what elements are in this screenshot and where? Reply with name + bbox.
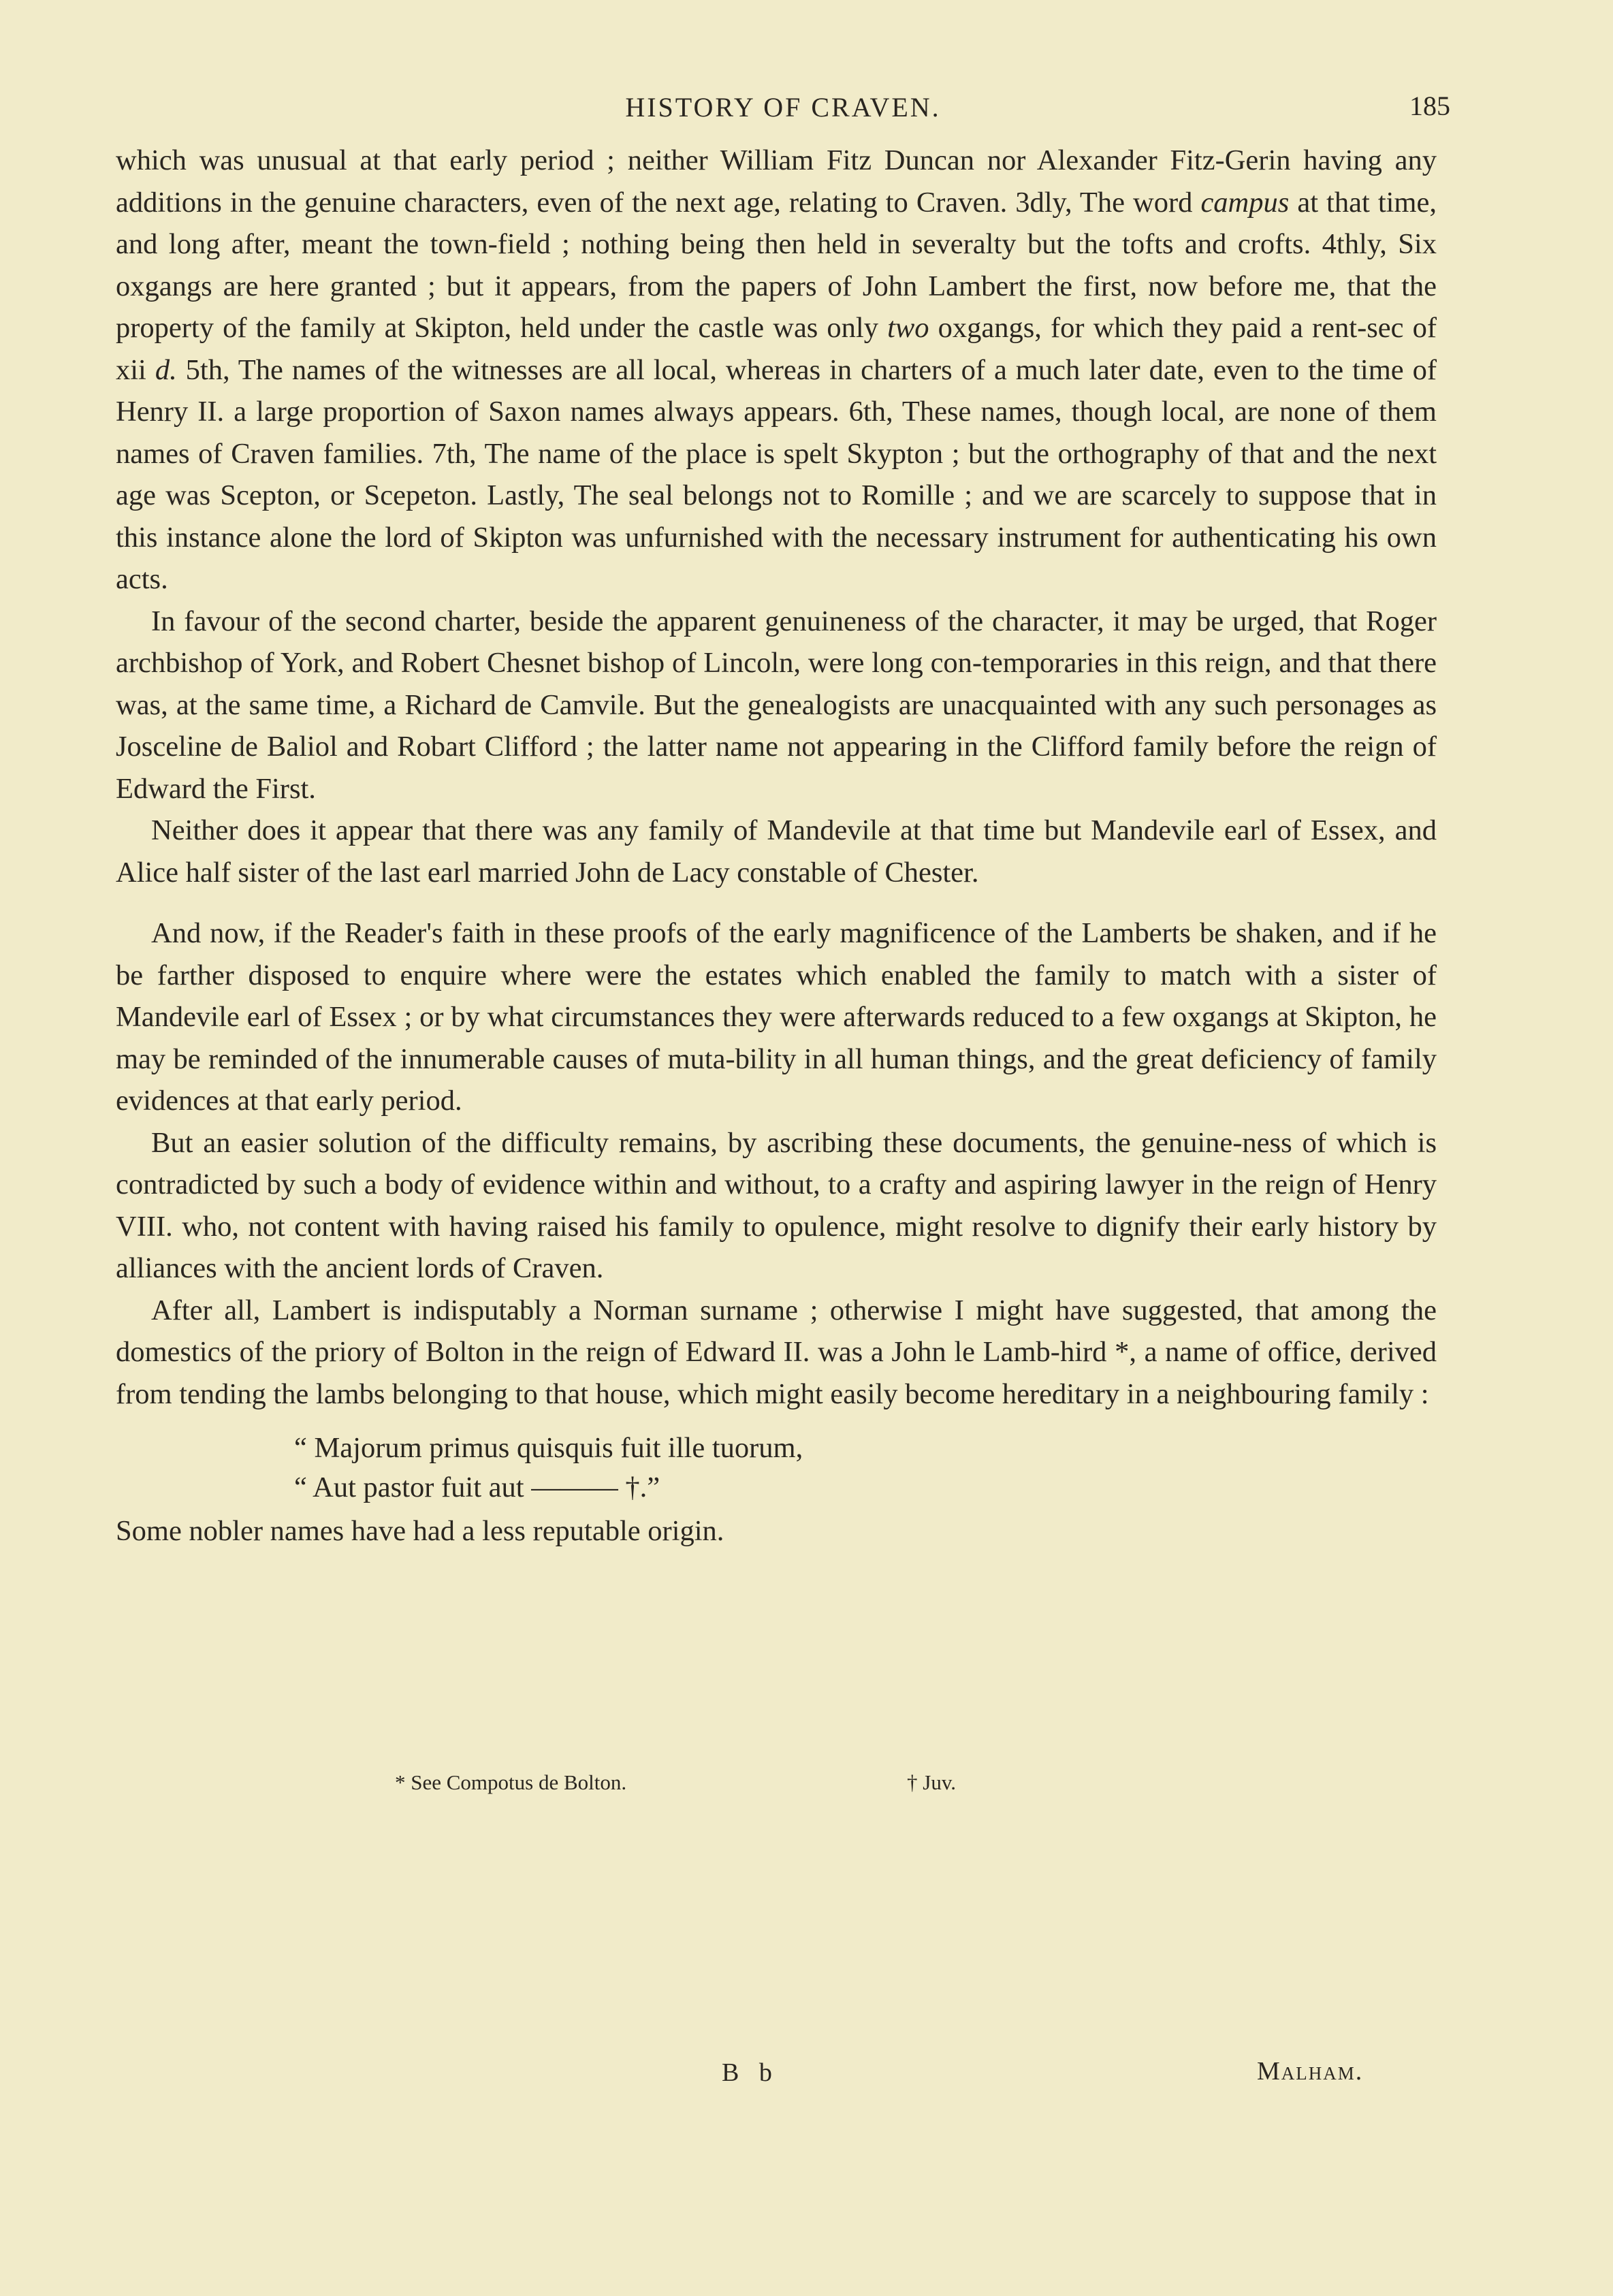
running-title: HISTORY OF CRAVEN. (625, 92, 941, 123)
paragraph-1-text-b: at that time, and long after, meant the town-field ; nothing being then held in severalty but the tofts and crofts. 4thly, Six oxgangs are here granted ; but it appears, from the papers of John Lambert the first, now before me, that the property of the family at Skipton, held under the castle was only (116, 186, 1437, 344)
footnote-2: † Juv. (907, 1770, 957, 1794)
main-text (116, 140, 1437, 1552)
signature-mark: B b (722, 2058, 779, 2087)
paragraph-1-text-c: oxgangs, for which they paid a rent-sec of xii (116, 312, 1437, 386)
page-number: 185 (1409, 91, 1450, 121)
paragraph-5: But an easier solution of the difficulty remains, by ascribing these documents, the genuine-ness of which is contradicted by such a body of evidence within and without, to a crafty and aspiring lawyer in the reign of Henry VIII. who, not content with having raised his family to opulence, might resolve to dignify their early history by alliances with the ancient lords of Craven. (116, 1126, 1437, 1284)
paragraph-1-text-a: which was unusual at that early period ; neither William Fitz Duncan nor Alexander Fitz-Gerin having any additions in the genuine characters, even of the next age, relating to Craven. 3dly, The word (116, 144, 1437, 219)
verse-line-1: “ Majorum primus quisquis fuit ille tuorum, (294, 1432, 803, 1464)
italic-d: d. (155, 353, 177, 386)
running-head (116, 87, 1450, 128)
paragraph-2: In favour of the second charter, beside the apparent genuineness of the character, it may be urged, that Roger archbishop of York, and Robert Chesnet bishop of Lincoln, were long con-temporaries in this reign, and that there was, at the same time, a Richard de Camvile. But the genealogists are unacquainted with any such personages as Josceline de Baliol and Robart Clifford ; the latter name not appearing in the Clifford family before the reign of Edward the First. (116, 605, 1437, 805)
paragraph-3: Neither does it appear that there was any family of Mandevile at that time but Mandevile earl of Essex, and Alice half sister of the last earl married John de Lacy constable of Chester. (116, 814, 1437, 889)
paragraph-6: After all, Lambert is indisputably a Norman surname ; otherwise I might have suggested, that among the domestics of the priory of Bolton in the reign of Edward II. was a John le Lamb-hird *, a name of office, derived from tending the lambs belonging to that house, which might easily become hereditary in a neighbouring family : (116, 1294, 1437, 1410)
paragraph-1 (116, 140, 1437, 601)
verse-quotation (116, 1429, 1437, 1508)
footnotes (116, 1770, 1437, 1804)
italic-campus: campus (1200, 186, 1290, 219)
closing-line: Some nobler names have had a less reputable origin. (116, 1515, 724, 1547)
verse-line-2: “ Aut pastor fuit aut ——— †.” (294, 1471, 660, 1503)
footnote-1: * See Compotus de Bolton. (395, 1770, 627, 1794)
italic-two: two (887, 312, 929, 344)
paragraph-1-text-d: 5th, The names of the witnesses are all local, whereas in charters of a much later date, even to the time of Henry II. a large proportion of Saxon names always appears. 6th, These names, though local, are none of them names of Craven families. 7th, The name of the place is spelt Skypton ; but the orthography of that and the next age was Scepton, or Scepeton. Lastly, The seal belongs not to Romille ; and we are scarcely to suppose that in this instance alone the lord of Skipton was unfurnished with the necessary instrument for authenticating his own acts. (116, 353, 1437, 595)
paragraph-4: And now, if the Reader's faith in these proofs of the early magnificence of the Lamberts be shaken, and if he be farther disposed to enquire where were the estates which enabled the family to match with a sister of Mandevile earl of Essex ; or by what circumstances they were afterwards reduced to a few oxgangs at Skipton, he may be reminded of the innumerable causes of muta-bility in all human things, and the great deficiency of family evidences at that early period. (116, 917, 1437, 1117)
catchword: Malham. (1257, 2057, 1364, 2086)
